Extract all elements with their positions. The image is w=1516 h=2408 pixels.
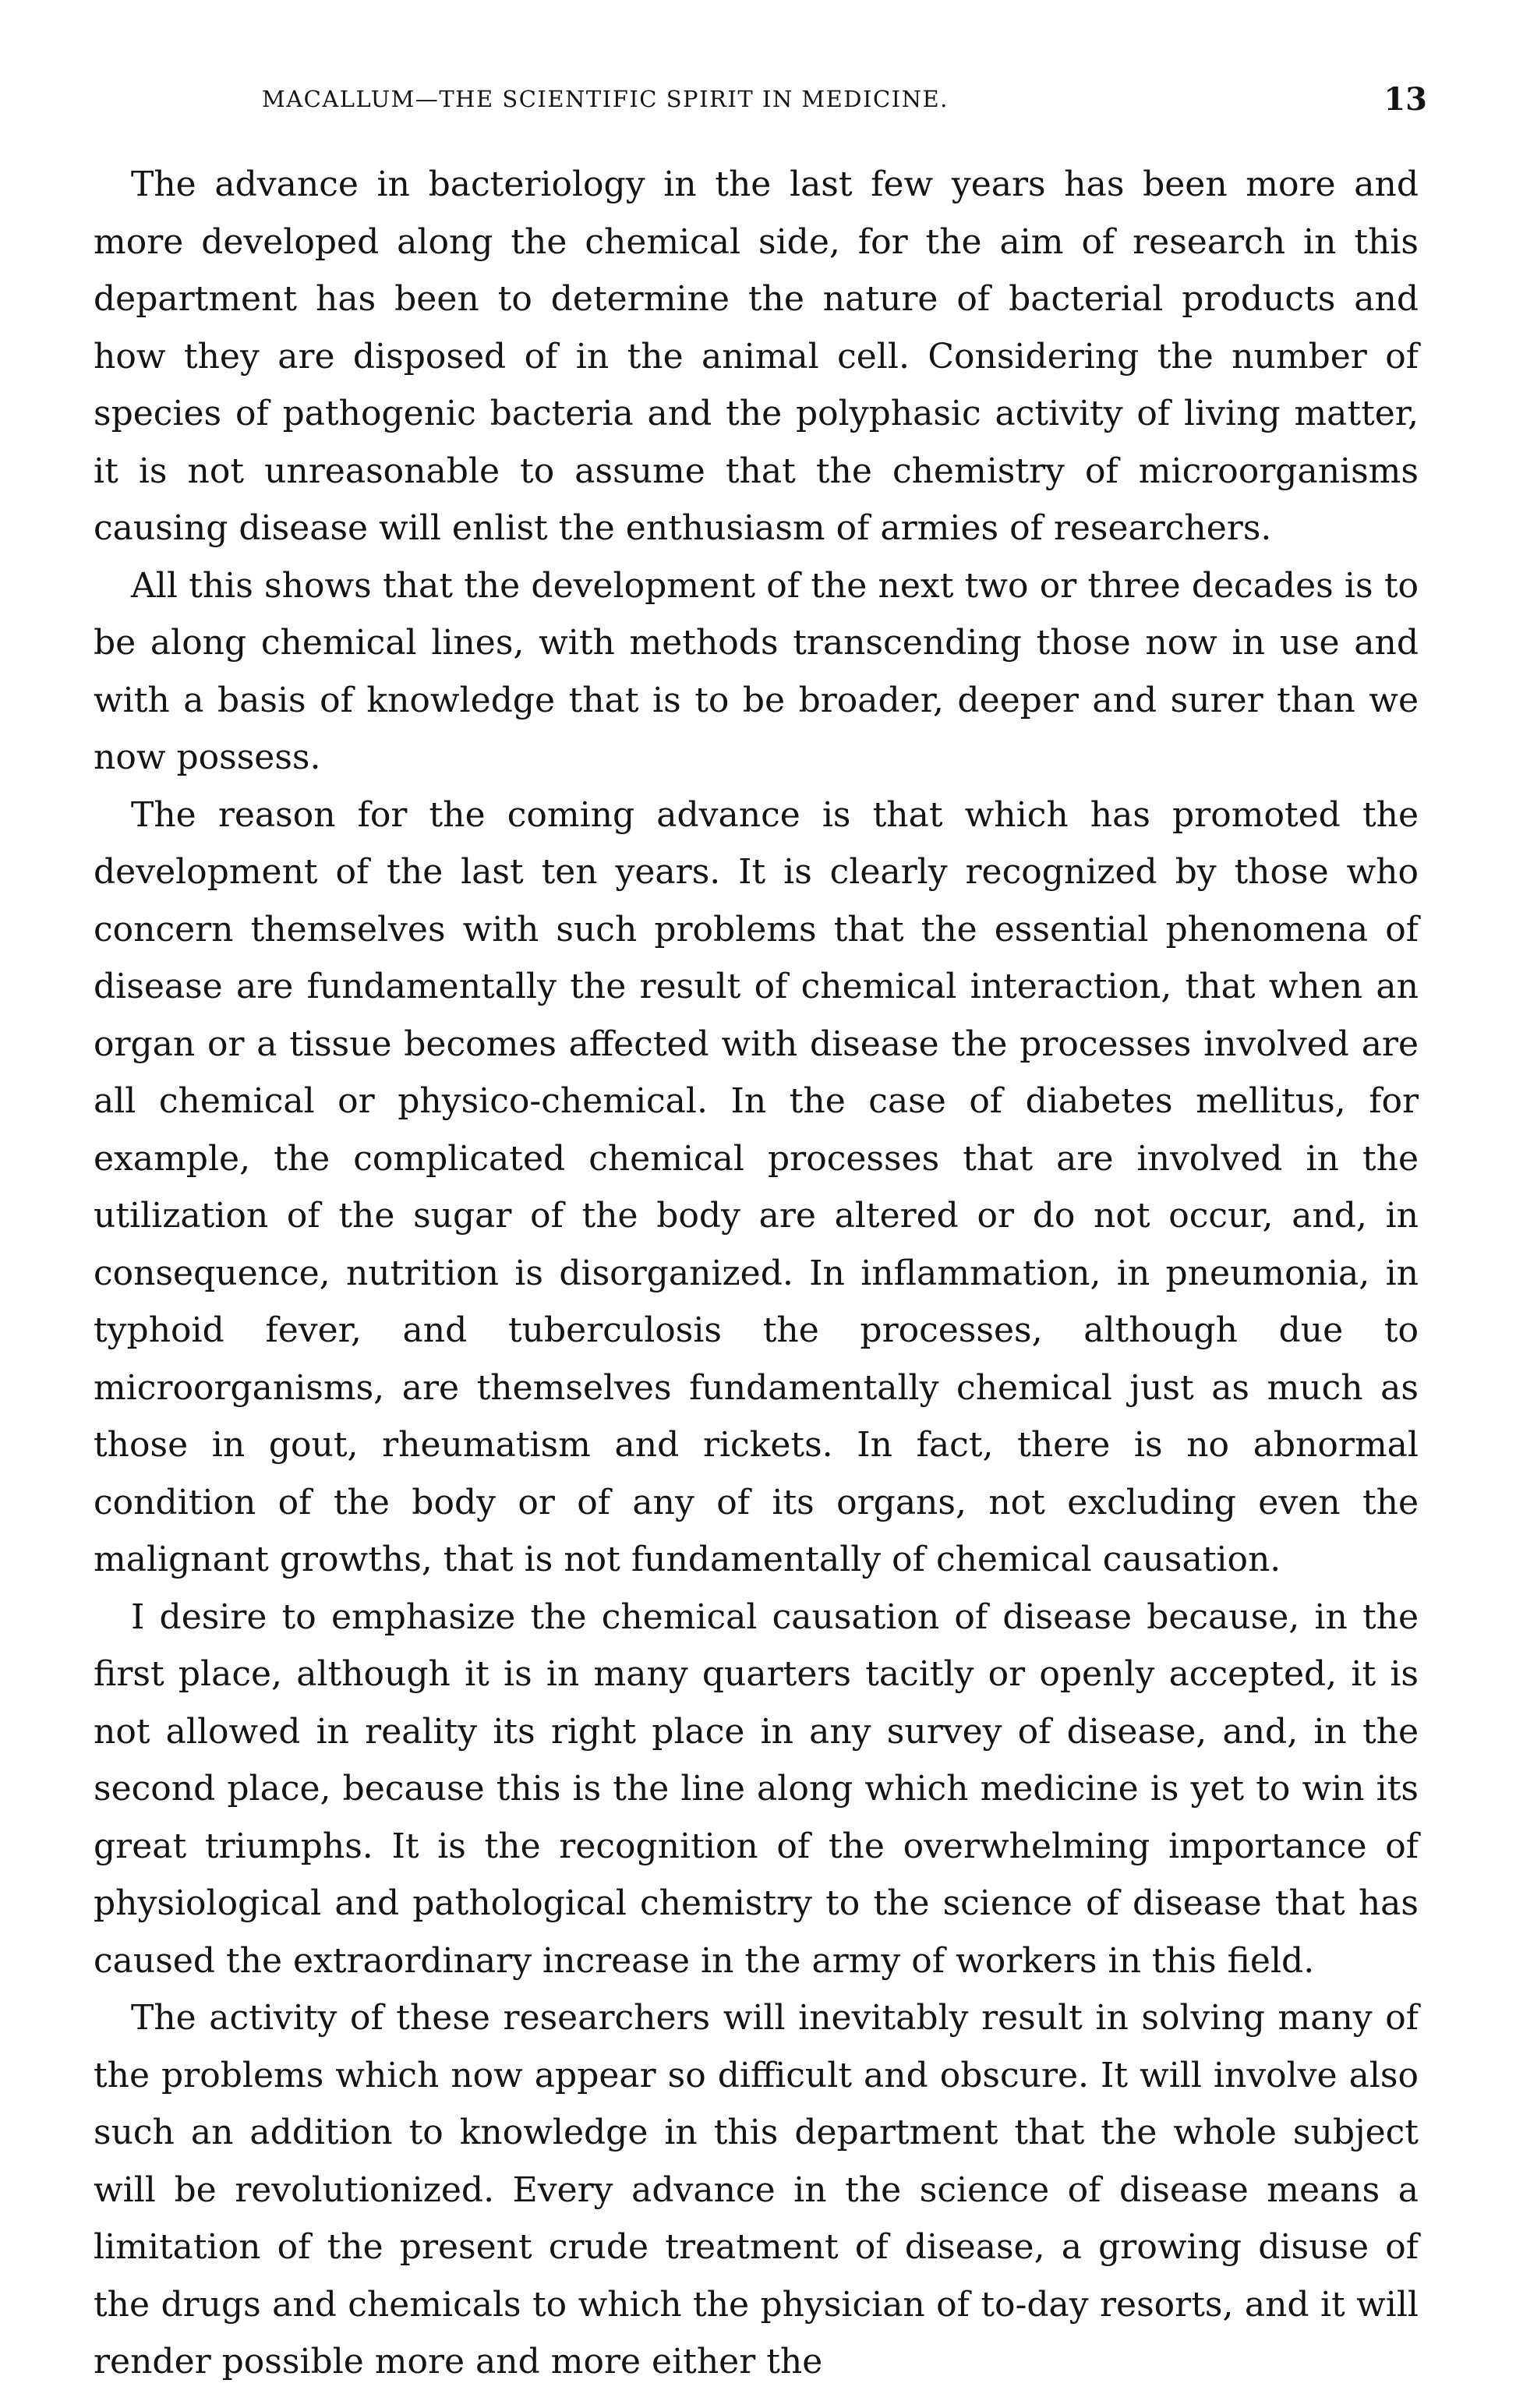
page-number: 13	[1383, 81, 1427, 118]
page-body	[94, 156, 1419, 2391]
paragraph: The advance in bacteriology in the last few years has been more and more developed along the chemical side, for the aim of research in this department has been to determine the nature of bacterial products and how they are disposed of in the animal cell. Considering the number of species of pathogenic bacteria and the polyphasic activity of living matter, it is not unreasonable to assume that the chemistry of microorganisms causing disease will enlist the enthusiasm of armies of researchers.	[94, 164, 1419, 548]
paragraph: The reason for the coming advance is that which has promoted the development of the last ten years. It is clearly recognized by those who concern themselves with such problems that the essential phenomena of disease are fundamentally the result of chemical interaction, that when an organ or a tissue becomes affected with disease the processes involved are all chemical or physico-chemical. In the case of diabetes mellitus, for example, the complicated chemical processes that are involved in the utilization of the sugar of the body are altered or do not occur, and, in consequence, nutrition is disorganized. In inflammation, in pneumonia, in typhoid fever, and tuberculosis the processes, although due to microorganisms, are themselves fundamentally chemical just as much as those in gout, rheumatism and rickets. In fact, there is no abnormal condition of the body or of any of its organs, not excluding even the malignant growths, that is not fundamentally of chemical causation.	[94, 794, 1419, 1579]
running-head: MACALLUM—THE SCIENTIFIC SPIRIT IN MEDICINE.	[262, 86, 949, 112]
page-header	[262, 81, 1427, 133]
paragraph: The activity of these researchers will inevitably result in solving many of the problems which now appear so difficult and obscure. It will involve also such an addition to knowledge in this department that the whole subject will be revolutionized. Every advance in the science of disease means a limitation of the present crude treatment of disease, a growing disuse of the drugs and chemicals to which the physician of to-day resorts, and it will render possible more and more either the	[94, 1998, 1419, 2381]
paragraph: I desire to emphasize the chemical causation of disease because, in the first place, although it is in many quarters tacitly or openly accepted, it is not allowed in reality its right place in any survey of disease, and, in the second place, because this is the line along which medicine is yet to win its great triumphs. It is the recognition of the overwhelming importance of physiological and pathological chemistry to the science of disease that has caused the extraordinary increase in the army of workers in this field.	[94, 1596, 1419, 1981]
paragraph: All this shows that the development of the next two or three decades is to be along chemical lines, with methods transcending those now in use and with a basis of knowledge that is to be broader, deeper and surer than we now possess.	[94, 565, 1419, 777]
